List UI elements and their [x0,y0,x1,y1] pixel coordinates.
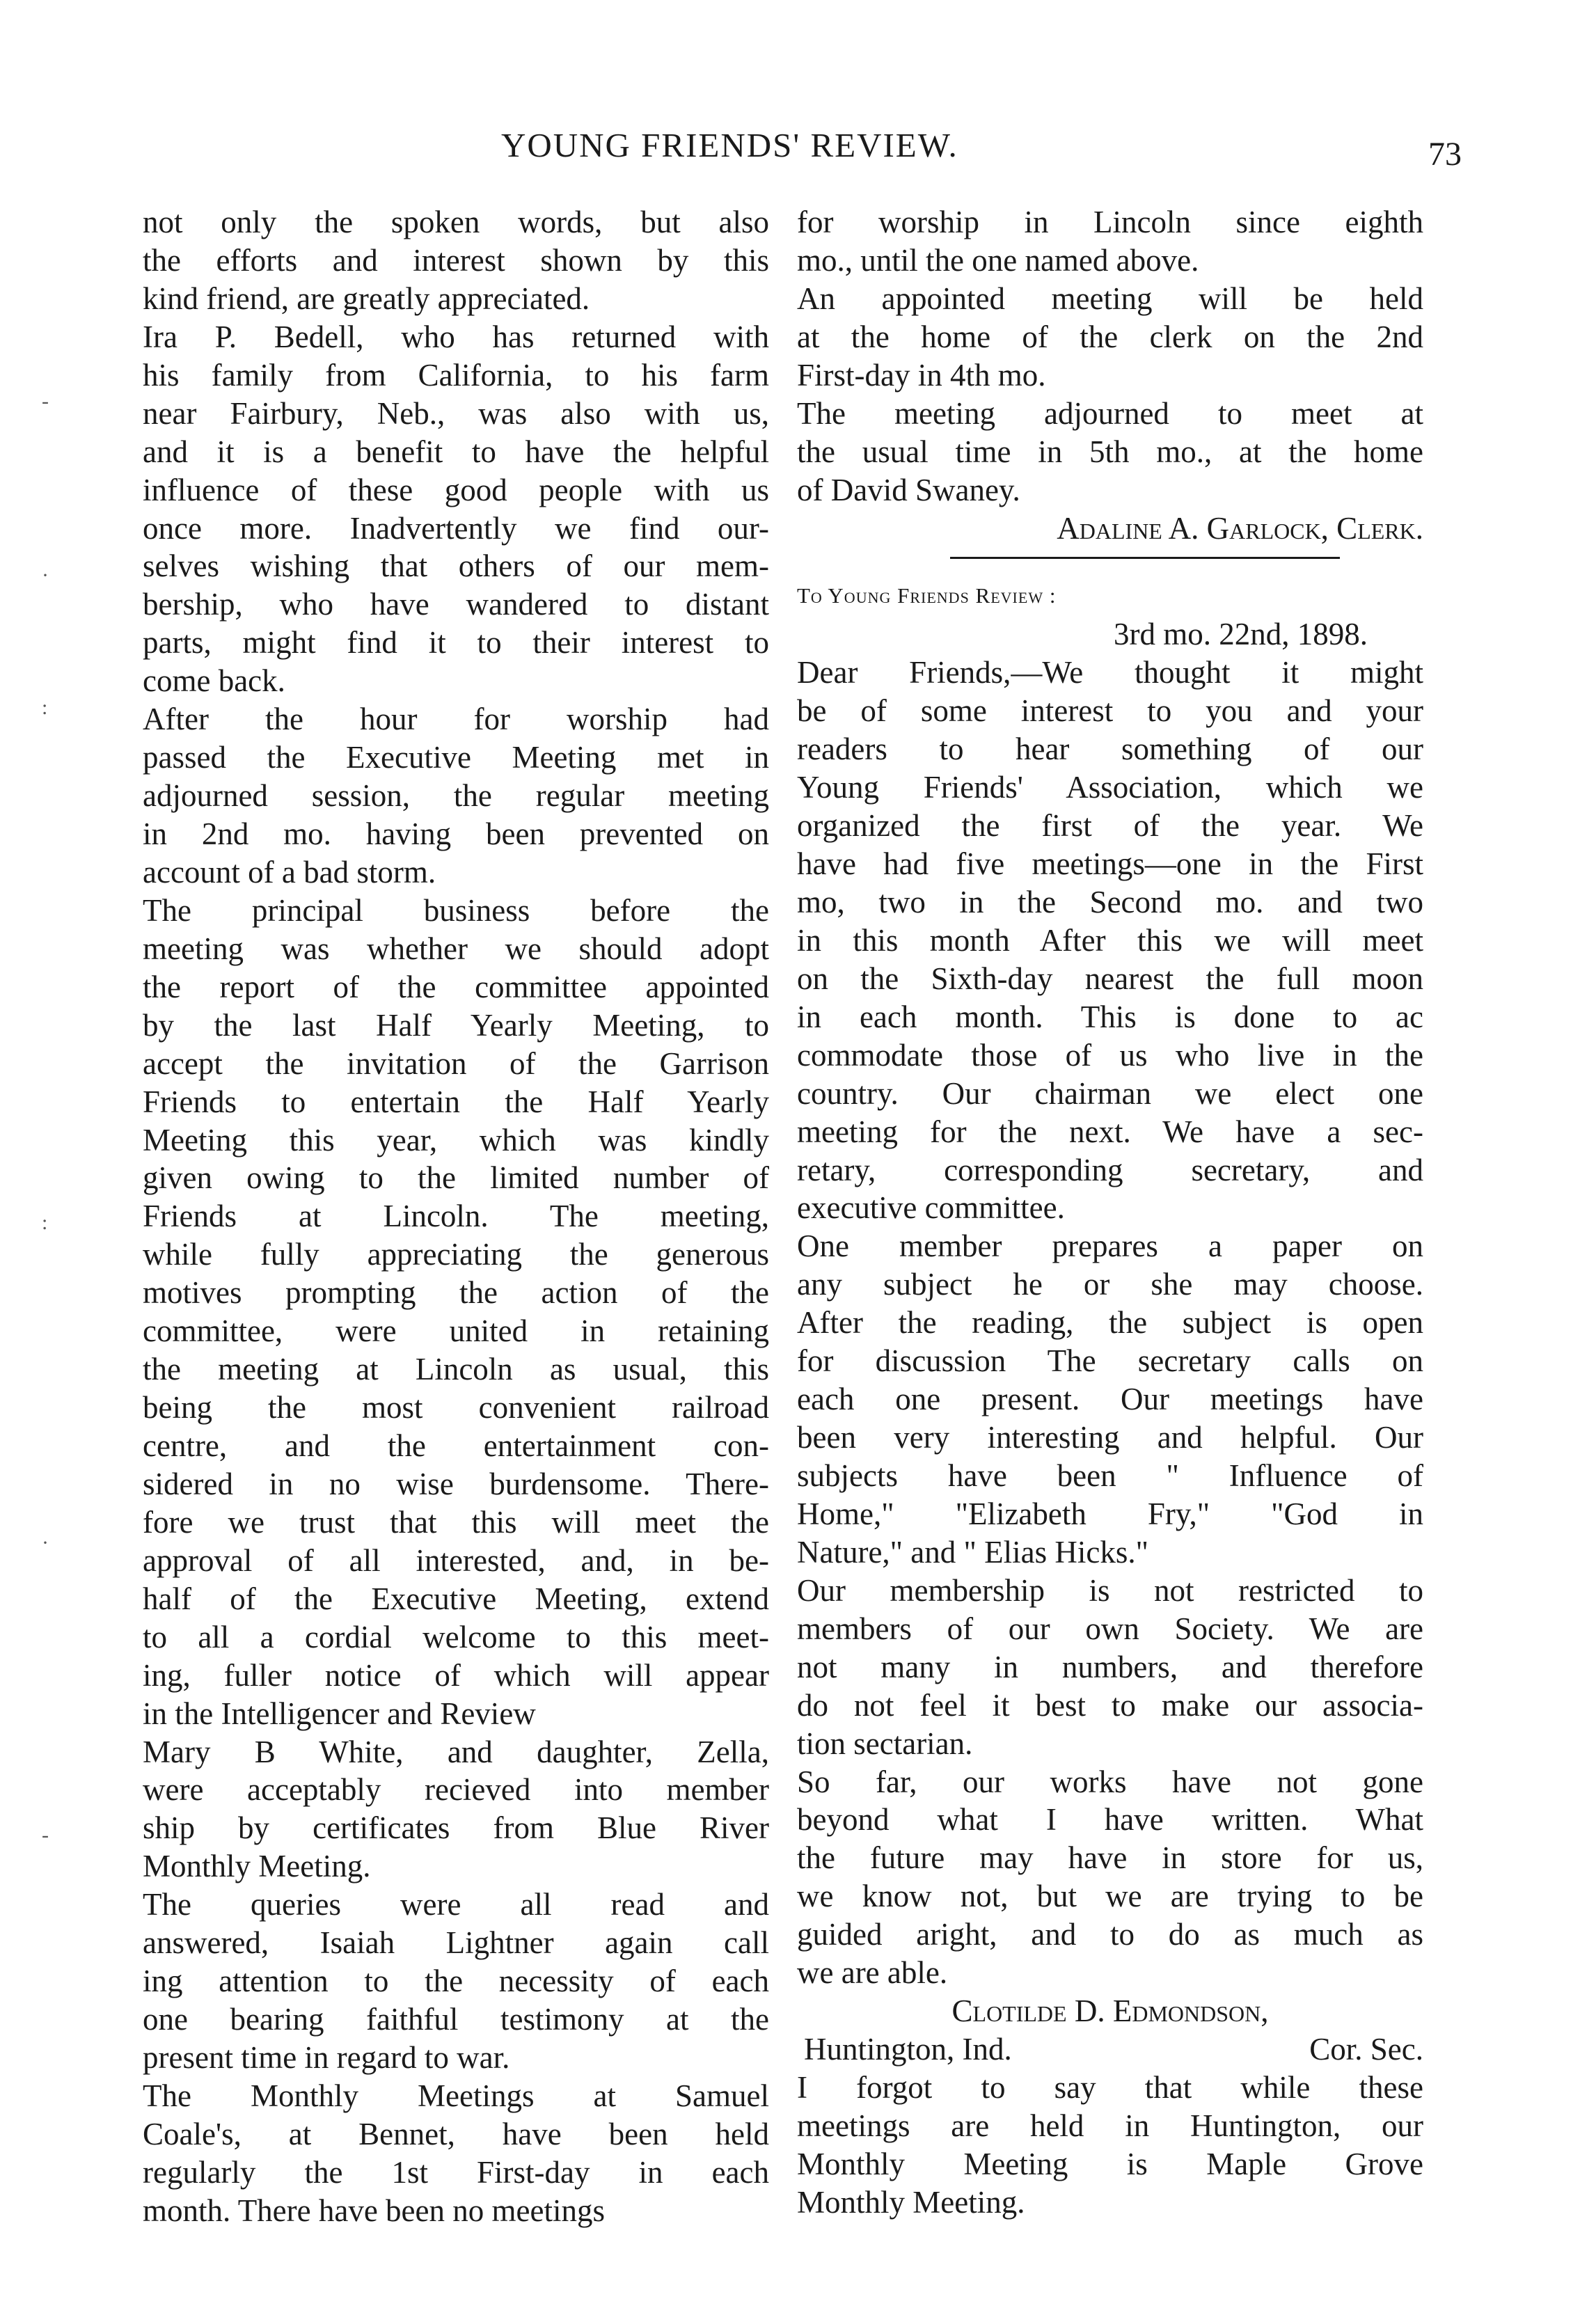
signature-garlock: Adaline A. Garlock, Clerk. [1057,510,1423,546]
text-line: regularly the 1st First-day in each [143,2154,769,2190]
text-line: Dear Friends,—We thought it might [797,655,1423,690]
text-line: Friends at Lincoln. The meeting, [143,1199,769,1234]
text-line: being the most convenient railroad [143,1390,769,1425]
text-line: come back. [143,663,285,699]
section-rule [950,557,1340,559]
text-line: not many in numbers, and therefore [797,1649,1423,1684]
text-line: ing, fuller notice of which will appear [143,1657,769,1693]
text-line: beyond what I have written. What [797,1802,1423,1838]
text-line: guided aright, and to do as much as [797,1917,1423,1952]
text-line: and it is a benefit to have the helpful [143,434,769,469]
signature-edmondson-place: Huntington, Ind. [804,2032,1012,2067]
text-line: After the hour for worship had [143,702,769,737]
page-number: 73 [1428,136,1462,173]
text-line: by the last Half Yearly Meeting, to [143,1007,769,1043]
running-title: YOUNG FRIENDS' REVIEW. [501,126,958,164]
text-line: while fully appreciating the generous [143,1237,769,1272]
text-line: First-day in 4th mo. [797,357,1046,393]
text-line: organized the first of the year. We [797,808,1423,844]
text-line: tion sectarian. [797,1725,973,1761]
text-line: the efforts and interest shown by this [143,242,769,278]
text-line: mo, two in the Second mo. and two [797,884,1423,919]
text-line: month. There have been no meetings [143,2193,605,2228]
text-line: accept the invitation of the Garrison [143,1045,769,1081]
text-line: one bearing faithful testimony at the [143,2002,769,2037]
margin-mark: : [42,696,48,719]
text-line: members of our own Society. We are [797,1611,1423,1646]
text-line: passed the Executive Meeting met in [143,740,769,775]
text-line: I forgot to say that while these [797,2070,1423,2105]
right-column-paragraphs-b [797,654,1423,1992]
text-line: the future may have in store for us, [797,1840,1423,1876]
text-line: The queries were all read and [143,1887,769,1922]
text-line: The meeting adjourned to meet at [797,395,1423,431]
text-line: motives prompting the action of the [143,1275,769,1311]
text-line: on the Sixth-day nearest the full moon [797,961,1423,996]
text-line: The principal business before the [143,892,769,928]
text-line: each one present. Our meetings have [797,1382,1423,1417]
text-line: selves wishing that others of our mem- [143,548,769,584]
text-line: the report of the committee appointed [143,969,769,1004]
text-line: kind friend, are greatly appreciated. [143,281,590,316]
text-line: ship by certificates from Blue River [143,1810,769,1846]
margin-mark: · [42,564,49,587]
text-line: for worship in Lincoln since eighth [797,205,1423,239]
text-line: do not feel it best to make our associa- [797,1687,1423,1723]
letter-date: 3rd mo. 22nd, 1898. [1114,617,1368,652]
text-line: once more. Inadvertently we find our- [143,510,769,546]
right-column-paragraphs-c [797,2069,1423,2222]
text-line: in 2nd mo. having been prevented on [143,816,769,851]
right-column [797,203,1423,2222]
text-line: in this month After this we will meet [797,922,1423,958]
margin-mark: : [42,1211,48,1234]
text-line: meetings are held in Huntington, our [797,2108,1423,2143]
text-line: answered, Isaiah Lightner again call [143,1925,769,1961]
text-line: ing attention to the necessity of each [143,1964,769,1999]
text-line: Coale's, at Bennet, have been held [143,2116,769,2151]
text-line: centre, and the entertainment con- [143,1428,769,1463]
text-line: adjourned session, the regular meeting [143,778,769,814]
signature-edmondson-place-line [797,2030,1423,2069]
text-line: Meeting this year, which was kindly [143,1122,769,1158]
text-line: influence of these good people with us [143,472,769,507]
text-line: we know not, but we are trying to be [797,1879,1423,1914]
page-header [139,125,1462,181]
text-line: parts, might find it to their interest to [143,625,769,661]
text-line: After the reading, the subject is open [797,1305,1423,1341]
text-line: at the home of the clerk on the 2nd [797,319,1423,354]
text-line: Monthly Meeting is Maple Grove [797,2146,1423,2181]
text-line: Monthly Meeting. [797,2184,1025,2220]
text-line: given owing to the limited number of [143,1160,769,1196]
text-line: we are able. [797,1955,948,1991]
text-line: Friends to entertain the Half Yearly [143,1084,769,1119]
text-line: half of the Executive Meeting, extend [143,1581,769,1616]
text-line: near Fairbury, Neb., was also with us, [143,395,769,431]
text-line: fore we trust that this will meet the [143,1504,769,1540]
text-line: Our membership is not restricted to [797,1572,1423,1608]
text-line: the usual time in 5th mo., at the home [797,434,1423,469]
text-line: So far, our works have not gone [797,1764,1423,1799]
text-line: Ira P. Bedell, who has returned with [143,319,769,354]
margin-mark: · [42,1531,49,1554]
text-line: An appointed meeting will be held [797,281,1423,316]
text-line: account of a bad storm. [143,854,436,890]
letter-heading: To Young Friends Review : [797,583,1057,608]
text-line: meeting for the next. We have a sec- [797,1114,1423,1149]
text-line: readers to hear something of our [797,732,1423,767]
text-line: have had five meetings—one in the First [797,846,1423,881]
text-line: in each month. This is done to ac [797,999,1423,1034]
text-line: retary, corresponding secretary, and [797,1152,1423,1187]
text-line: present time in regard to war. [143,2040,510,2075]
text-line: Home," "Elizabeth Fry," "God in [797,1496,1423,1531]
margin-mark: - [42,1824,49,1847]
text-line: in the Intelligencer and Review [143,1696,536,1731]
text-line: executive committee. [797,1190,1065,1226]
text-line: not only the spoken words, but also [143,205,769,239]
signature-edmondson-role: Cor. Sec. [1309,2032,1423,2067]
text-line: One member prepares a paper on [797,1229,1423,1264]
text-line: The Monthly Meetings at Samuel [143,2078,769,2113]
text-line: approval of all interested, and, in be- [143,1542,769,1578]
text-line: sidered in no wise burdensome. There- [143,1466,769,1501]
left-column [143,203,769,2230]
margin-marks [42,390,70,2269]
text-line: bership, who have wandered to distant [143,587,769,622]
text-line: mo., until the one named above. [797,242,1199,278]
signature-edmondson-name: Clotilde D. Edmondson, [951,1993,1269,2029]
text-line: Mary B White, and daughter, Zella, [143,1734,769,1769]
text-line: Nature," and " Elias Hicks." [797,1534,1148,1570]
margin-mark: - [42,390,49,413]
text-line: of David Swaney. [797,472,1020,507]
text-line: country. Our chairman we elect one [797,1075,1423,1111]
text-line: subjects have been " Influence of [797,1458,1423,1493]
text-line: any subject he or she may choose. [797,1267,1423,1302]
right-column-paragraphs-a [797,203,1423,510]
text-line: Young Friends' Association, which we [797,770,1423,805]
text-line: the meeting at Lincoln as usual, this [143,1352,769,1387]
text-line: committee, were united in retaining [143,1313,769,1349]
text-line: Monthly Meeting. [143,1849,371,1884]
text-line: commodate those of us who live in the [797,1037,1423,1073]
text-line: be of some interest to you and your [797,693,1423,729]
text-line: his family from California, to his farm [143,357,769,393]
text-line: meeting was whether we should adopt [143,931,769,966]
text-line: been very interesting and helpful. Our [797,1420,1423,1455]
text-line: were acceptably recieved into member [143,1772,769,1808]
text-line: for discussion The secretary calls on [797,1343,1423,1379]
text-line: to all a cordial welcome to this meet- [143,1619,769,1654]
